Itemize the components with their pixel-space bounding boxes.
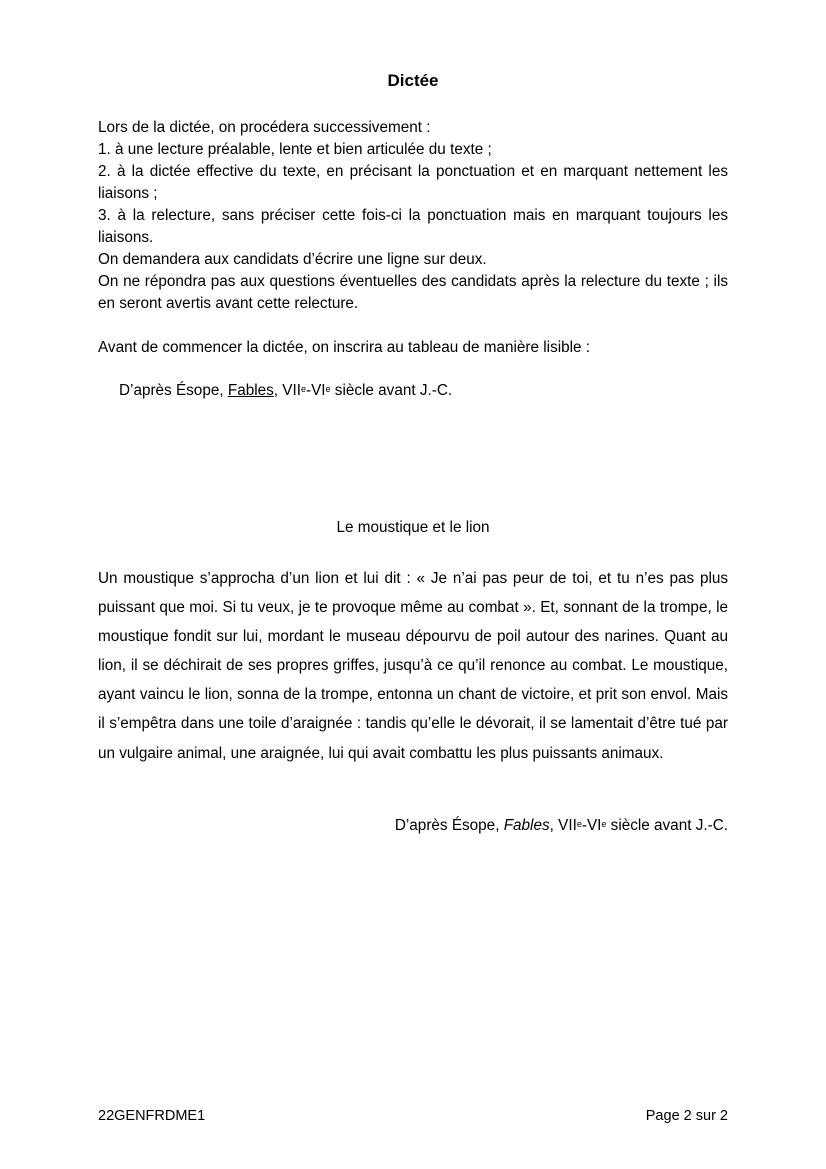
instruction-line: Lors de la dictée, on procédera successivement : [98, 119, 431, 136]
instruction-line: 3. à la relecture, sans préciser cette fois-ci la ponctuation mais en marquant toujours les liaisons. [98, 207, 728, 246]
board-sep: , [273, 382, 283, 399]
board-century-2-sup: e [325, 384, 331, 394]
attribution [395, 815, 728, 837]
instruction-line: On demandera aux candidats d’écrire une ligne sur deux. [98, 251, 487, 268]
board-work-title: Fables [227, 382, 274, 399]
attribution-century-1: VII [558, 817, 577, 834]
footer-page-number: Page 2 sur 2 [645, 1108, 728, 1124]
attribution-dash: - [581, 817, 587, 834]
attribution-prefix: D’après Ésope, [394, 817, 504, 834]
attribution-century-2-sup: e [601, 819, 607, 829]
instruction-line: On ne répondra pas aux questions éventuelles des candidats après la relecture du texte ; ils en seront avertis avant cette relecture. [98, 273, 728, 312]
board-inscription [119, 380, 452, 402]
footer-document-code: 22GENFRDME1 [98, 1108, 206, 1124]
board-century-2: VI [311, 382, 326, 399]
instruction-line: 1. à une lecture préalable, lente et bien articulée du texte ; [98, 141, 492, 158]
attribution-century-2: VI [586, 817, 602, 834]
instructions-block [98, 117, 728, 315]
attribution-century-1-sup: e [576, 819, 582, 829]
dictation-title: Le moustique et le lion [336, 519, 490, 536]
board-prefix: D’après Ésope, [119, 382, 228, 399]
board-intro: Avant de commencer la dictée, on inscrira au tableau de manière lisible : [98, 339, 591, 356]
dictation-text: Un moustique s’approcha d’un lion et lui dit : « Je n’ai pas peur de toi, et tu n’es pas plus puissant que moi. Si tu veux, je te provoque même au combat ». Et, sonnant de la trompe, le moustique fondit sur lui, mordant le museau dépourvu de poil autour des narines. Quant au lion, il se déchirait de ses propres griffes, jusqu’à ce qu’il renonce au combat. Le moustique, ayant vaincu le lion, sonna de la trompe, entonna un chant de victoire, et prit son envol. Mais il s’empêtra dans une toile d’araignée : tandis qu’elle le dévorait, il se lamentait d’être tué par un vulgaire animal, une araignée, lui qui avait combattu les plus puissants animaux. [98, 570, 728, 762]
attribution-sep: , [549, 817, 559, 834]
attribution-suffix: siècle avant J.-C. [606, 817, 728, 834]
instruction-line: 2. à la dictée effective du texte, en précisant la ponctuation et en marquant nettement les liaisons ; [98, 163, 728, 202]
board-century-1: VII [282, 382, 301, 399]
board-suffix: siècle avant J.-C. [330, 382, 453, 399]
board-century-1-sup: e [300, 384, 306, 394]
board-dash: - [305, 382, 312, 399]
page-title: Dictée [387, 71, 439, 90]
attribution-work-title: Fables [503, 817, 550, 834]
